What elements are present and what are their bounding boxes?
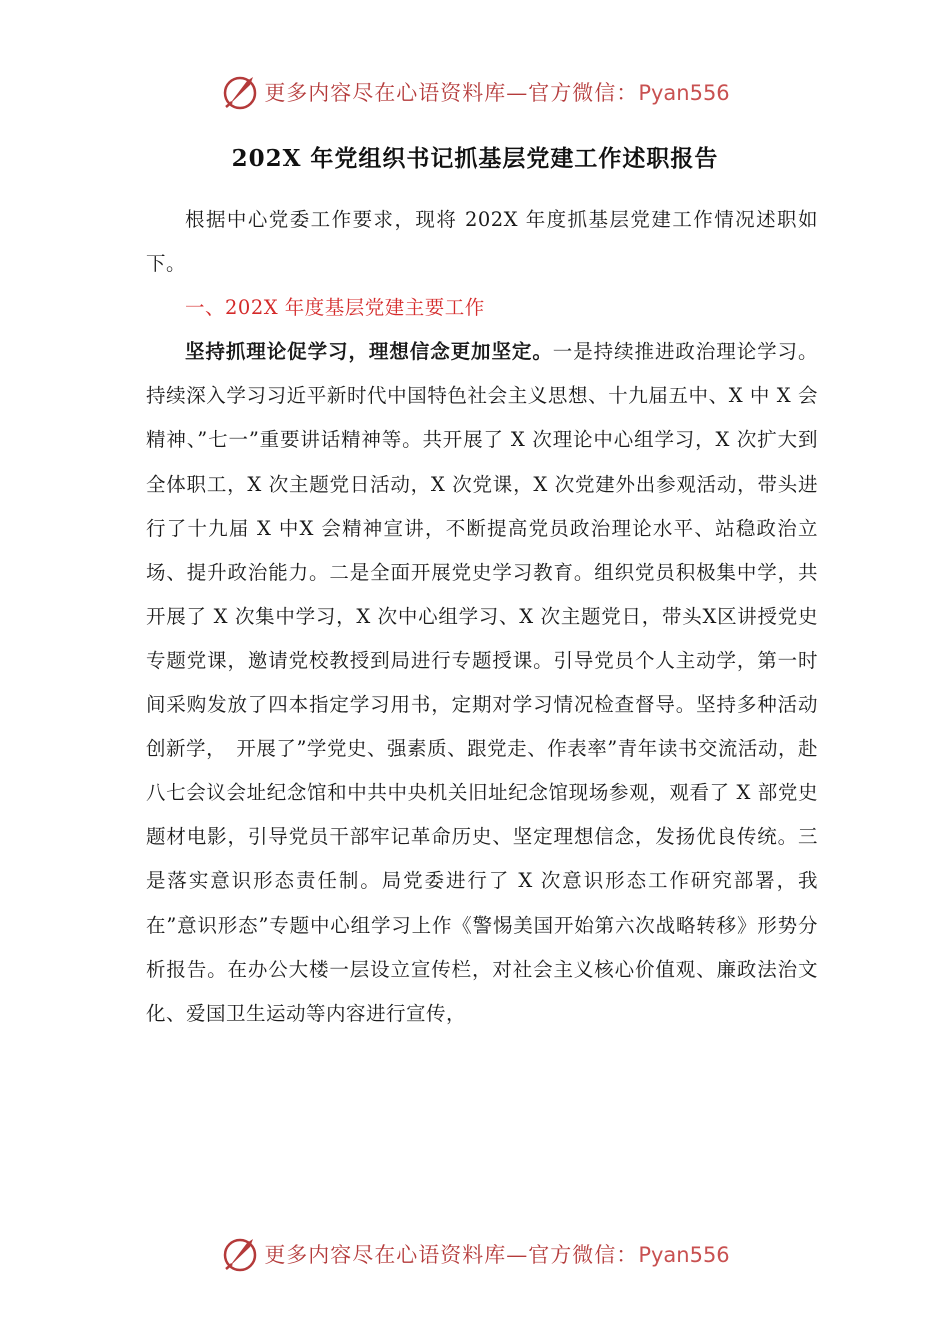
intro-paragraph: 根据中心党委工作要求，现将 202X 年度抓基层党建工作情况述职如下。 (146, 208, 818, 276)
section-heading: 一、202X 年度基层党建主要工作 (185, 296, 485, 320)
watermark-text: 更多内容尽在心语资料库—官方微信：Pyan556 (264, 1243, 730, 1267)
watermark-header (0, 70, 950, 114)
watermark-text: 更多内容尽在心语资料库—官方微信：Pyan556 (264, 81, 730, 105)
document-title: 202X 年党组织书记抓基层党建工作述职报告 (231, 145, 719, 172)
paragraph-lead: 坚持抓理论促学习，理想信念更加坚定。 (185, 340, 553, 364)
body-paragraph (146, 330, 818, 1036)
quill-logo-icon (220, 72, 260, 112)
paragraph-body: 一是持续推进政治理论学习。持续深入学习习近平新时代中国特色社会主义思想、十九届五中、X 中 X 会精神、”七一”重要讲话精神等。共开展了 X 次理论中心组学习，X 次扩大到全体职工，X 次主题党日活动，X 次党课，X 次党建外出参观活动，带头进行了十九届 X 中X 会精神宣讲，不断提高党员政治理论水平、站稳政治立场、提升政治能力。二是全面开展党史学习教育。组织党员积极集中学，共开展了 X 次集中学习，X 次中心组学习、X 次主题党日，带头X区讲授党史专题党课，邀请党校教授到局进行专题授课。引导党员个人主动学，第一时间采购发放了四本指定学习用书，定期对学习情况检查督导。坚持多种活动创新学， 开展了”学党史、强素质、跟党走、作表率”青年读书交流活动，赴八七会议会址纪念馆和中共中央机关旧址纪念馆现场参观，观看了 X 部党史题材电影，引导党员干部牢记革命历史、坚定理想信念，发扬优良传统。三是落实意识形态责任制。局党委进行了 X 次意识形态工作研究部署，我在”意识形态”专题中心组学习上作《警惕美国开始第六次战略转移》形势分析报告。在办公大楼一层设立宣传栏，对社会主义核心价值观、廉政法治文化、爱国卫生运动等内容进行宣传， (146, 340, 818, 1025)
document-body (146, 198, 818, 1036)
watermark-footer (0, 1232, 950, 1276)
quill-logo-icon (220, 1234, 260, 1274)
